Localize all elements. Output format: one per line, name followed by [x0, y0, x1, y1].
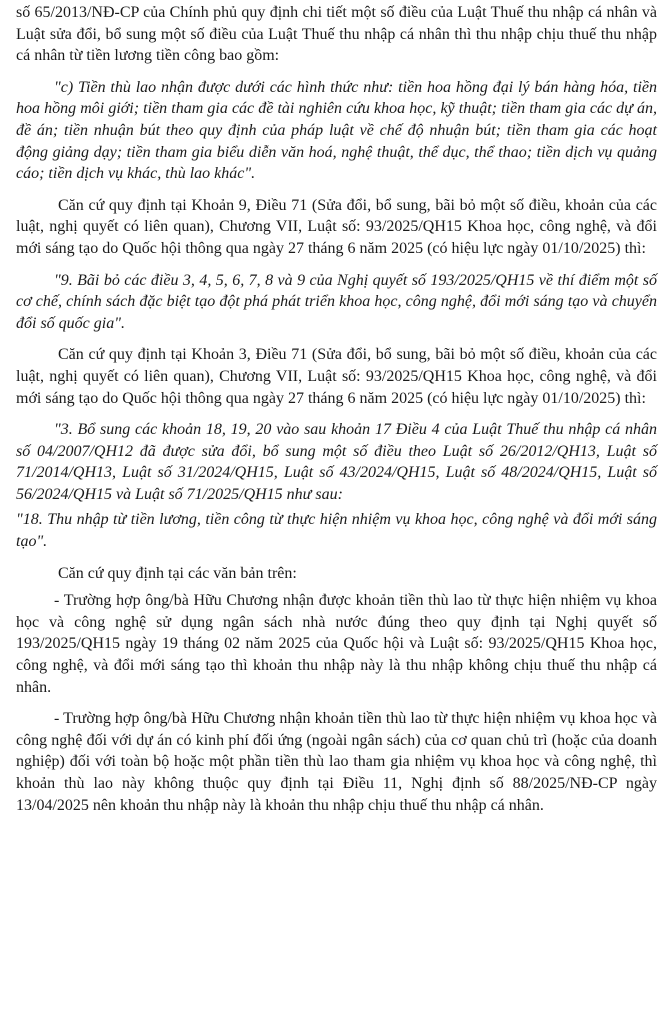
quote-clause-9: "9. Bãi bỏ các điều 3, 4, 5, 6, 7, 8 và 9 của Nghị quyết số 193/2025/QH15 về thí điểm một số cơ chế, chính sách đặc biệt tạo đột phá phát triển khoa học, công nghệ, đổi mới sáng tạo và chuyển đổi số quốc gia". [16, 271, 657, 332]
case-1-paragraph: - Trường hợp ông/bà Hữu Chương nhận được khoản tiền thù lao từ thực hiện nhiệm vụ khoa học và công nghệ sử dụng ngân sách nhà nước đúng theo quy định tại Nghị quyết số 193/2025/QH15 ngày 19 tháng 02 năm 2025 của Quốc hội và Luật số: 93/2025/QH15 Khoa học, công nghệ, và đổi mới sáng tạo thì khoản thu nhập này là thu nhập không chịu thuế thu nhập cá nhân. [16, 592, 657, 696]
basis-clause-3-paragraph: Căn cứ quy định tại Khoản 3, Điều 71 (Sửa đổi, bổ sung, bãi bỏ một số điều, khoản của các luật, nghị quyết có liên quan), Chương VII, Luật số: 93/2025/QH15 Khoa học, công nghệ, và đổi mới sáng tạo do Quốc hội thông qua ngày 27 tháng 6 năm 2025 (có hiệu lực ngày 01/10/2025) thì: [16, 346, 657, 407]
quote-clause-18: "18. Thu nhập từ tiền lương, tiền công từ thực hiện nhiệm vụ khoa học, công nghệ và đổi mới sáng tạo". [16, 511, 657, 551]
quote-clause-c: "c) Tiền thù lao nhận được dưới các hình thức như: tiền hoa hồng đại lý bán hàng hóa, tiền hoa hồng môi giới; tiền tham gia các đề tài nghiên cứu khoa học, kỹ thuật; tiền tham gia các dự án, đề án; tiền nhuận bút theo quy định của pháp luật về chế độ nhuận bút; tiền tham gia các hoạt động giảng dạy; tiền tham gia biểu diễn văn hoá, nghệ thuật, thể dục, thể thao; tiền dịch vụ quảng cáo; tiền dịch vụ khác, thù lao khác". [16, 78, 657, 183]
case-2-paragraph: - Trường hợp ông/bà Hữu Chương nhận khoản tiền thù lao từ thực hiện nhiệm vụ khoa học và công nghệ đối với dự án có kinh phí đối ứng (ngoài ngân sách) của cơ quan chủ trì (hoặc của doanh nghiệp) đối với toàn bộ hoặc một phần tiền thù lao tham gia nhiệm vụ khoa học và công nghệ, thì khoản thù lao này không thuộc quy định tại Điều 11, Nghị định số 88/2025/NĐ-CP ngày 13/04/2025 nên khoản thu nhập này là khoản thu nhập chịu thuế thu nhập cá nhân. [16, 710, 657, 814]
quote-clause-3: "3. Bổ sung các khoản 18, 19, 20 vào sau khoản 17 Điều 4 của Luật Thuế thu nhập cá nhân số 04/2007/QH12 đã được sửa đổi, bổ sung một số điều theo Luật số 26/2012/QH13, Luật số 71/2014/QH13, Luật số 31/2024/QH15, Luật số 43/2024/QH15, Luật số 48/2024/QH15, Luật số 56/2024/QH15 và Luật số 71/2025/QH15 như sau: [16, 421, 657, 503]
intro-paragraph: số 65/2013/NĐ-CP của Chính phủ quy định chi tiết một số điều của Luật Thuế thu nhập cá nhân và Luật sửa đổi, bổ sung một số điều của Luật Thuế thu nhập cá nhân thì thu nhập chịu thuế thu nhập cá nhân từ tiền lương tiền công bao gồm: [16, 4, 657, 65]
basis-clause-9-paragraph: Căn cứ quy định tại Khoản 9, Điều 71 (Sửa đổi, bổ sung, bãi bỏ một số điều, khoản của các luật, nghị quyết có liên quan), Chương VII, Luật số: 93/2025/QH15 Khoa học, công nghệ, và đổi mới sáng tạo do Quốc hội thông qua ngày 27 tháng 6 năm 2025 (có hiệu lực ngày 01/10/2025) thì: [16, 196, 657, 257]
basis-documents-paragraph: Căn cứ quy định tại các văn bản trên: [58, 564, 297, 582]
